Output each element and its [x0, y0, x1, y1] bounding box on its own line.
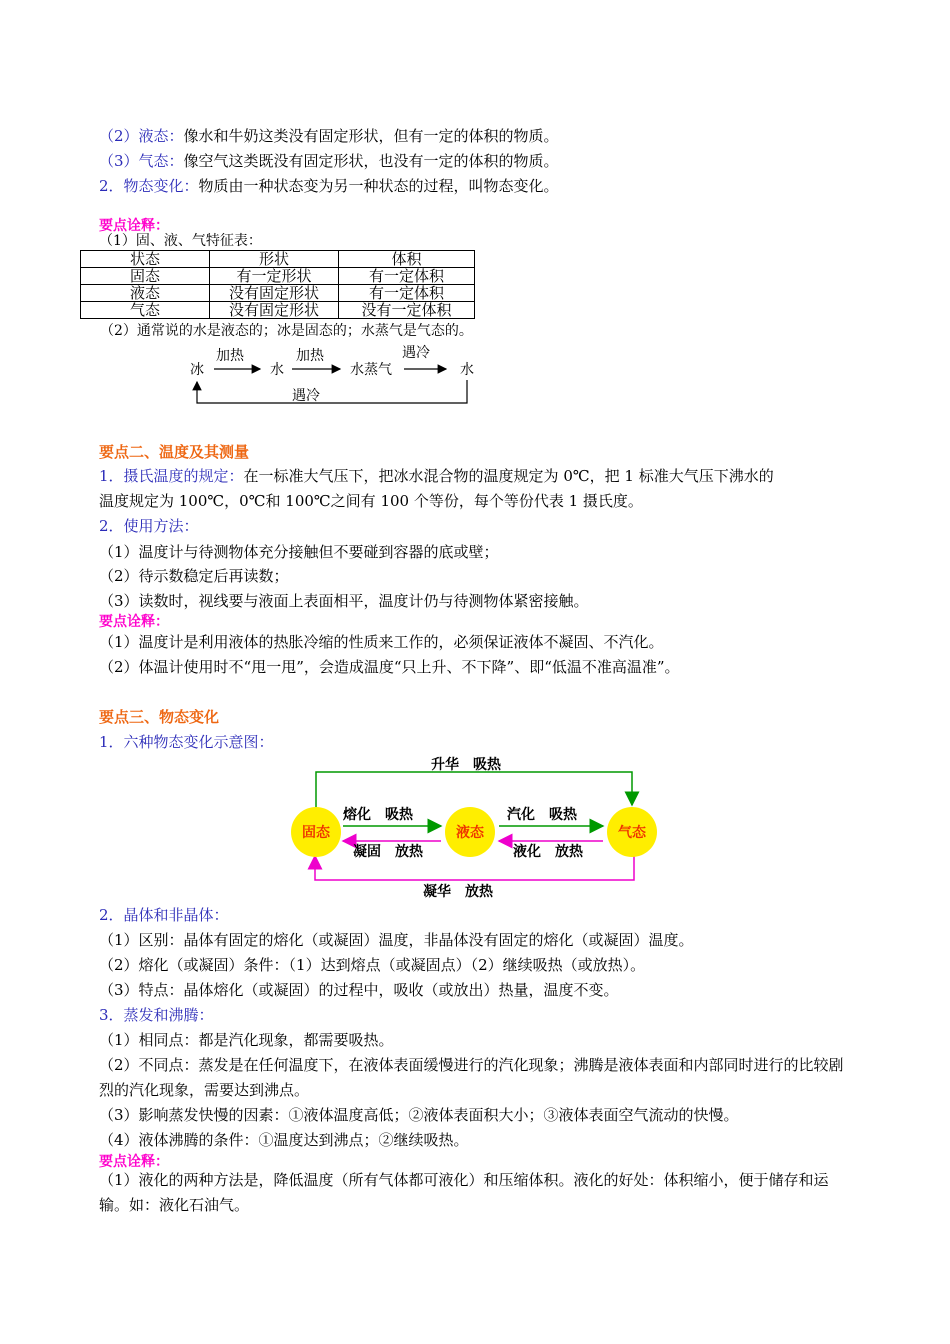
crystal-item: （3）特点：晶体熔化（或凝固）的过程中，吸收（或放出）热量，温度不变。 [99, 981, 619, 999]
table-header: 体积 [339, 251, 475, 268]
gas-label: （3）气态： [99, 152, 184, 170]
liquid-definition [99, 126, 559, 146]
table-header: 状态 [81, 251, 210, 268]
cool-back-arrow [197, 380, 467, 403]
evaporation-title: 3．蒸发和沸腾： [99, 1006, 214, 1024]
celsius-text-b: 温度规定为 100℃，0℃和 100℃之间有 100 个等份，每个等份代表 1 摄氏度。 [99, 492, 643, 510]
deposition-label: 凝华 放热 [423, 884, 493, 900]
state-change-diagram [285, 750, 665, 900]
section3-title: 要点三、物态变化 [99, 708, 220, 726]
crystal-title: 2．晶体和非晶体： [99, 906, 229, 924]
ice-label: 冰 [190, 362, 204, 378]
liquid-text: 像水和牛奶这类没有固定形状，但有一定的体积的物质。 [183, 127, 559, 145]
evaporation-item: （1）相同点：都是汽化现象，都需要吸热。 [99, 1031, 394, 1049]
usage-item: （3）读数时，视线要与液面上表面相平，温度计仍与待测物体紧密接触。 [99, 592, 589, 610]
state-change-text: 物质由一种状态变为另一种状态的过程，叫物态变化。 [198, 177, 559, 195]
gas-text: 像空气这类既没有固定形状，也没有一定的体积的物质。 [183, 152, 559, 170]
cool-label-2: 遇冷 [292, 388, 320, 404]
table-cell: 液态 [81, 285, 210, 302]
evaporation-item: （4）液体沸腾的条件：①温度达到沸点；②继续吸热。 [99, 1131, 469, 1149]
table-cell: 固态 [81, 268, 210, 285]
six-changes-title: 1．六种物态变化示意图： [99, 733, 274, 751]
note-title-2: 要点诠释： [99, 614, 169, 630]
heat-label-1: 加热 [216, 348, 244, 364]
table-cell: 没有固定形状 [210, 302, 339, 319]
table-cell: 有一定形状 [210, 268, 339, 285]
state-characteristics-table [80, 250, 475, 319]
usage-title: 2．使用方法： [99, 517, 199, 535]
evaporation-item: （2）不同点：蒸发是在任何温度下，在液体表面缓慢进行的汽化现象；沸腾是液体表面和内部同时进行的比较剧烈的汽化现象，需要达到沸点。 [99, 1056, 844, 1099]
table-caption: （1）固、液、气特征表： [99, 233, 262, 249]
gas-definition [99, 151, 559, 171]
liquid-label: （2）液态： [99, 127, 184, 145]
table-header: 形状 [210, 251, 339, 268]
celsius-definition-line1 [99, 466, 774, 486]
celsius-text-a: 在一标准大气压下，把冰水混合物的温度规定为 0℃，把 1 标准大气压下沸水的 [243, 467, 774, 485]
crystal-item: （2）熔化（或凝固）条件：（1）达到熔点（或凝固点）（2）继续吸热（或放热）。 [99, 956, 646, 974]
solid-label: 固态 [302, 825, 330, 841]
note-item: （2）体温计使用时不“甩一甩”，会造成温度“只上升、不下降”、即“低温不准高温准”。 [99, 658, 680, 676]
liquid-label: 液态 [456, 825, 484, 841]
condensation-label: 液化 放热 [513, 844, 583, 860]
melting-label: 熔化 吸热 [343, 807, 413, 823]
table-cell: 气态 [81, 302, 210, 319]
water-cycle-diagram [180, 340, 490, 408]
note-title-3: 要点诠释： [99, 1154, 169, 1170]
water-states-line: （2）通常说的水是液态的；冰是固态的；水蒸气是气态的。 [100, 323, 473, 339]
usage-item: （1）温度计与待测物体充分接触但不要碰到容器的底或壁； [99, 543, 499, 561]
section2-title: 要点二、温度及其测量 [99, 443, 250, 461]
note-item: （1）温度计是利用液体的热胀冷缩的性质来工作的，必须保证液体不凝固、不汽化。 [99, 633, 664, 651]
evaporation-item: （3）影响蒸发快慢的因素：①液体温度高低；②液体表面积大小；③液体表面空气流动的快慢。 [99, 1106, 739, 1124]
table-cell: 没有一定体积 [339, 302, 475, 319]
table-header-row [81, 251, 475, 268]
gas-label: 气态 [618, 825, 646, 841]
heat-label-2: 加热 [296, 348, 324, 364]
note-title-1: 要点诠释： [99, 218, 169, 234]
cool-label-1: 遇冷 [402, 345, 430, 361]
table-cell: 有一定体积 [339, 285, 475, 302]
liquefaction-note: （1）液化的两种方法是，降低温度（所有气体都可液化）和压缩体积。液化的好处：体积缩小，便于储存和运输。如：液化石油气。 [99, 1171, 829, 1214]
freezing-label: 凝固 放热 [353, 844, 423, 860]
usage-item: （2）待示数稳定后再读数； [99, 567, 289, 585]
crystal-item: （1）区别：晶体有固定的熔化（或凝固）温度，非晶体没有固定的熔化（或凝固）温度。 [99, 931, 694, 949]
celsius-label: 1．摄氏温度的规定： [99, 467, 244, 485]
table-row [81, 302, 475, 319]
sublimation-label: 升华 吸热 [431, 757, 501, 773]
table-row [81, 285, 475, 302]
state-change-definition [99, 176, 559, 196]
sublimation-arrow [316, 772, 632, 807]
water-label-2: 水 [460, 362, 474, 378]
steam-label: 水蒸气 [350, 362, 392, 378]
table-cell: 没有固定形状 [210, 285, 339, 302]
vaporization-label: 汽化 吸热 [507, 807, 577, 823]
table-row [81, 268, 475, 285]
water-label-1: 水 [270, 362, 284, 378]
state-change-label: 2．物态变化： [99, 177, 199, 195]
table-cell: 有一定体积 [339, 268, 475, 285]
